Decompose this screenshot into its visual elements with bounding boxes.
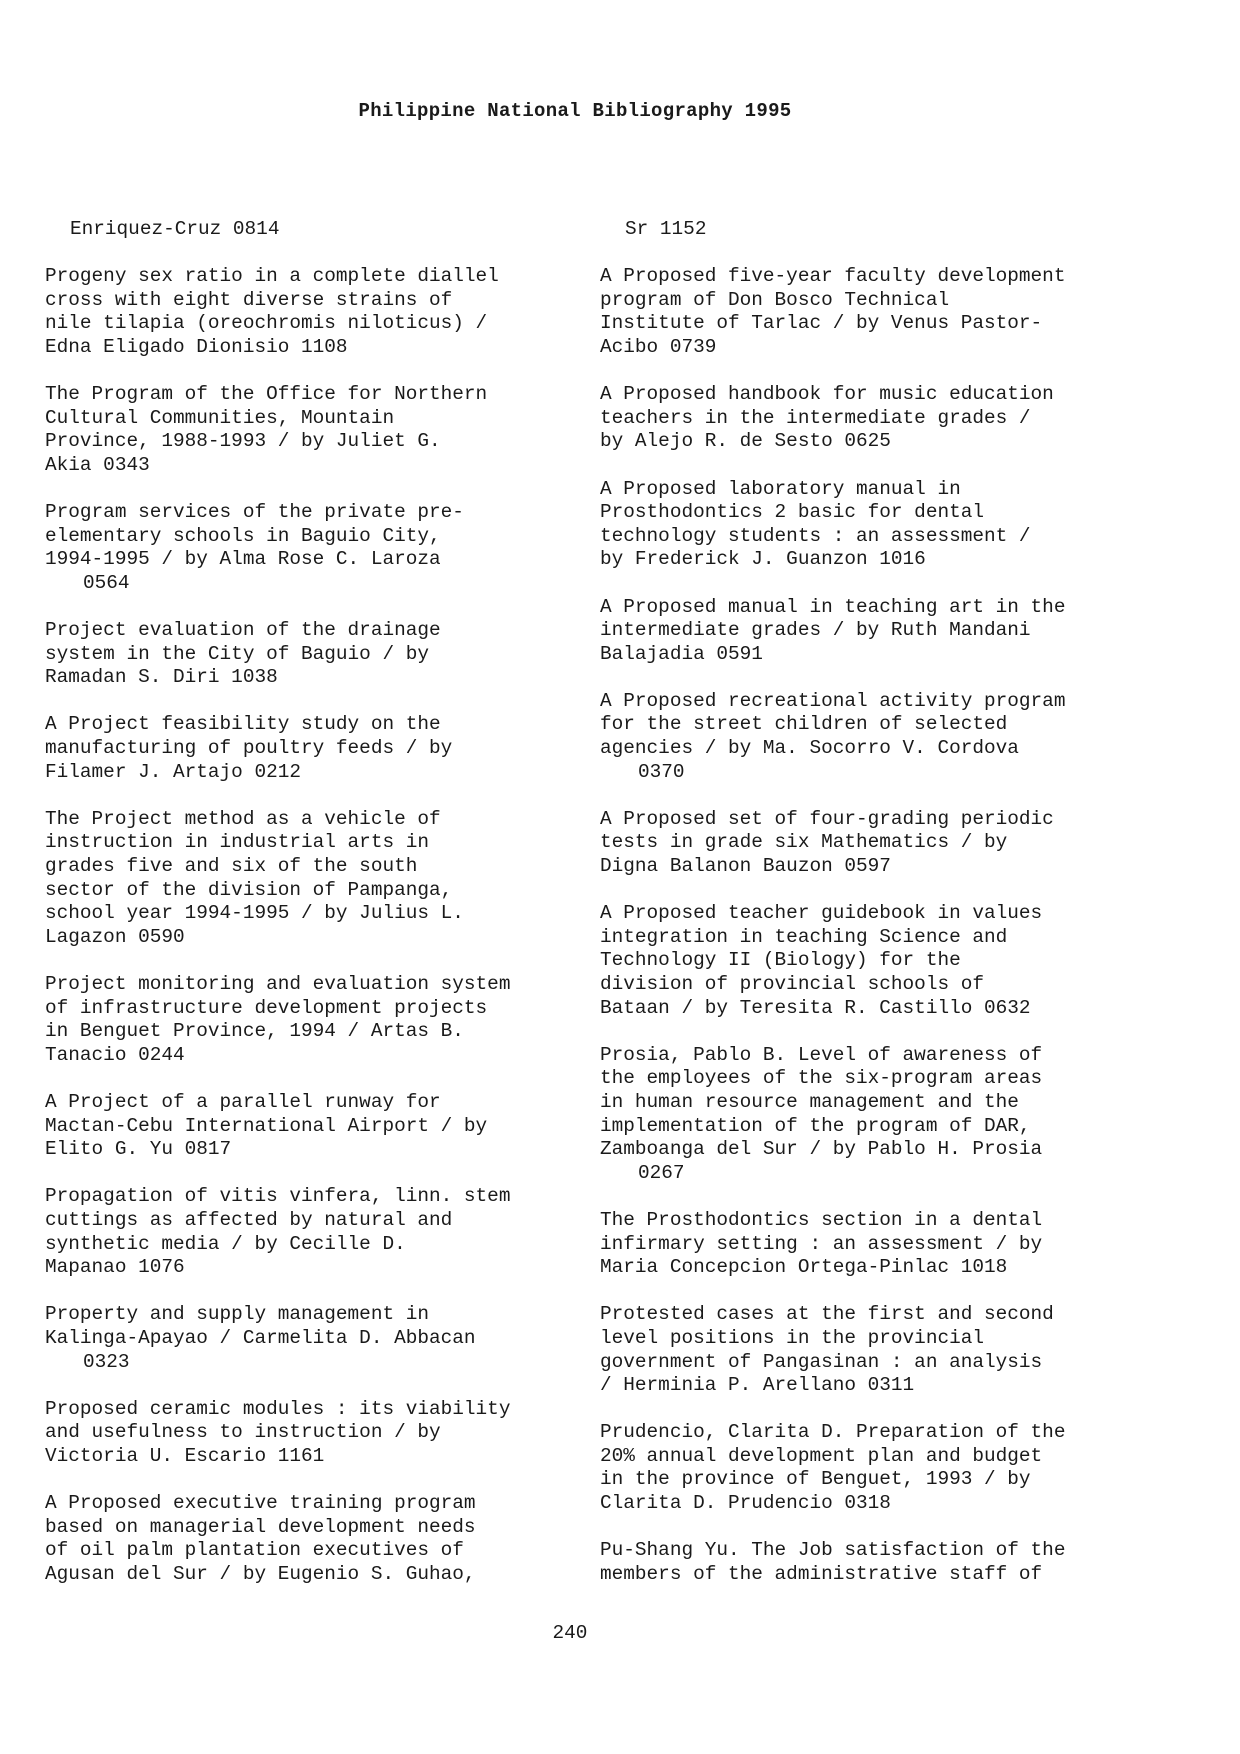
entry-line: Acibo 0739 — [600, 335, 717, 358]
bibliography-entry — [600, 1421, 1160, 1515]
entry-line: Balajadia 0591 — [600, 642, 763, 665]
entry-line: sector of the division of Pampanga, — [45, 878, 453, 901]
entry-line: Filamer J. Artajo 0212 — [45, 760, 301, 783]
entry-line: technology students : an assessment / — [600, 524, 1031, 547]
bibliography-entry-continuation — [600, 218, 1160, 242]
entry-line: Tanacio 0244 — [45, 1043, 185, 1066]
entry-title-line: A Proposed manual in teaching art in the — [600, 595, 1066, 618]
entry-title-line: Pu-Shang Yu. The Job satisfaction of the — [600, 1539, 1066, 1562]
entry-line: Mactan-Cebu International Airport / by — [45, 1114, 488, 1137]
entry-line: Ramadan S. Diri 1038 — [45, 666, 278, 689]
entry-line: Edna Eligado Dionisio 1108 — [45, 335, 348, 358]
bibliography-entry — [600, 596, 1160, 667]
entry-title-line: Enriquez-Cruz 0814 — [70, 218, 280, 240]
right-column — [600, 218, 1160, 1610]
entry-line: 0323 — [83, 1350, 130, 1373]
entry-line: teachers in the intermediate grades / — [600, 406, 1031, 429]
entry-title-line: A Project feasibility study on the — [45, 713, 441, 736]
entry-title-line: The Program of the Office for Northern — [45, 383, 488, 406]
entry-line: elementary schools in Baguio City, — [45, 524, 441, 547]
entry-line: and usefulness to instruction / by — [45, 1421, 441, 1444]
entry-line: cross with eight diverse strains of — [45, 288, 453, 311]
bibliography-entry — [45, 808, 605, 950]
entry-line: Bataan / by Teresita R. Castillo 0632 — [600, 996, 1031, 1019]
entry-title-line: A Proposed laboratory manual in — [600, 477, 961, 500]
bibliography-entry — [600, 1539, 1160, 1586]
entry-line: in human resource management and the — [600, 1090, 1019, 1113]
entry-line: 0564 — [83, 571, 130, 594]
entry-line: Digna Balanon Bauzon 0597 — [600, 855, 891, 878]
entry-title-line: Sr 1152 — [625, 218, 707, 240]
entry-line: Victoria U. Escario 1161 — [45, 1444, 325, 1467]
entry-line: by Alejo R. de Sesto 0625 — [600, 430, 891, 453]
entry-title-line: The Project method as a vehicle of — [45, 807, 441, 830]
bibliography-entry — [45, 1185, 605, 1279]
entry-line: Kalinga-Apayao / Carmelita D. Abbacan — [45, 1326, 476, 1349]
bibliography-entry — [45, 501, 605, 595]
entry-line: integration in teaching Science and — [600, 925, 1008, 948]
entry-line: 20% annual development plan and budget — [600, 1444, 1043, 1467]
bibliography-entry — [45, 265, 605, 359]
entry-line: Mapanao 1076 — [45, 1256, 185, 1279]
entry-line: instruction in industrial arts in — [45, 831, 429, 854]
entry-line: school year 1994-1995 / by Julius L. — [45, 902, 464, 925]
entry-line: division of provincial schools of — [600, 973, 984, 995]
entry-line: program of Don Bosco Technical — [600, 288, 950, 311]
bibliography-entry — [45, 619, 605, 690]
bibliography-entry — [45, 1303, 605, 1374]
entry-line: manufacturing of poultry feeds / by — [45, 737, 453, 760]
entry-line: Lagazon 0590 — [45, 925, 185, 948]
bibliography-entry — [600, 690, 1160, 784]
entry-title-line: A Proposed handbook for music education — [600, 383, 1054, 406]
entry-line: by Frederick J. Guanzon 1016 — [600, 548, 926, 571]
entry-title-line: Project monitoring and evaluation system — [45, 973, 511, 995]
entry-line: of oil palm plantation executives of — [45, 1539, 464, 1562]
bibliography-entry — [600, 383, 1160, 454]
bibliography-entry-continuation — [45, 218, 605, 242]
entry-line: Cultural Communities, Mountain — [45, 406, 395, 429]
entry-title-line: Propagation of vitis vinfera, linn. stem — [45, 1185, 511, 1208]
entry-line: in the province of Benguet, 1993 / by — [600, 1468, 1031, 1491]
entry-title-line: A Proposed teacher guidebook in values — [600, 902, 1043, 925]
entry-title-line: A Proposed recreational activity program — [600, 689, 1066, 712]
entry-title-line: Protested cases at the first and second — [600, 1303, 1054, 1326]
entry-line: Zamboanga del Sur / by Pablo H. Prosia — [600, 1138, 1043, 1161]
page-title: Philippine National Bibliography 1995 — [358, 100, 792, 122]
bibliography-entry — [600, 1044, 1160, 1186]
entry-title-line: Prosia, Pablo B. Level of awareness of — [600, 1043, 1043, 1066]
entry-line: government of Pangasinan : an analysis — [600, 1350, 1043, 1373]
bibliography-entry — [600, 1209, 1160, 1280]
entry-line: the employees of the six-program areas — [600, 1067, 1043, 1090]
entry-title-line: Prudencio, Clarita D. Preparation of the — [600, 1421, 1066, 1444]
entry-line: Province, 1988-1993 / by Juliet G. — [45, 430, 441, 453]
entry-line: for the street children of selected — [600, 713, 1008, 736]
bibliography-entry — [45, 973, 605, 1067]
entry-line: 1994-1995 / by Alma Rose C. Laroza — [45, 548, 441, 571]
entry-line: of infrastructure development projects — [45, 996, 488, 1019]
bibliography-entry — [45, 1492, 605, 1586]
entry-line: Institute of Tarlac / by Venus Pastor- — [600, 312, 1043, 335]
entry-title-line: Project evaluation of the drainage — [45, 619, 441, 642]
bibliography-entry — [45, 713, 605, 784]
entry-line: infirmary setting : an assessment / by — [600, 1232, 1043, 1255]
entry-line: level positions in the provincial — [600, 1326, 984, 1349]
entry-line: implementation of the program of DAR, — [600, 1114, 1031, 1137]
page-number: 240 — [552, 1622, 588, 1644]
entry-line: Clarita D. Prudencio 0318 — [600, 1492, 891, 1515]
entry-line: Agusan del Sur / by Eugenio S. Guhao, — [45, 1562, 476, 1585]
entry-line: members of the administrative staff of — [600, 1562, 1043, 1585]
entry-title-line: Progeny sex ratio in a complete diallel — [45, 265, 499, 288]
entry-title-line: Proposed ceramic modules : its viability — [45, 1397, 511, 1420]
bibliography-entry — [600, 1303, 1160, 1397]
entry-line: intermediate grades / by Ruth Mandani — [600, 619, 1031, 642]
entry-line: Elito G. Yu 0817 — [45, 1138, 232, 1161]
entry-line: agencies / by Ma. Socorro V. Cordova — [600, 737, 1019, 760]
entry-line: system in the City of Baguio / by — [45, 642, 429, 665]
entry-line: based on managerial development needs — [45, 1515, 476, 1538]
left-column — [45, 218, 605, 1610]
entry-line: 0370 — [638, 760, 685, 783]
bibliography-entry — [600, 808, 1160, 879]
bibliography-entry — [45, 1091, 605, 1162]
entry-line: / Herminia P. Arellano 0311 — [600, 1374, 915, 1397]
entry-title-line: Property and supply management in — [45, 1303, 429, 1326]
bibliography-entry — [45, 383, 605, 477]
entry-title-line: A Proposed set of four-grading periodic — [600, 807, 1054, 830]
entry-line: grades five and six of the south — [45, 855, 418, 878]
entry-title-line: A Proposed executive training program — [45, 1492, 476, 1515]
entry-title-line: A Project of a parallel runway for — [45, 1090, 441, 1113]
entry-line: in Benguet Province, 1994 / Artas B. — [45, 1020, 464, 1043]
entry-title-line: A Proposed five-year faculty development — [600, 265, 1066, 288]
entry-line: Technology II (Biology) for the — [600, 949, 961, 972]
entry-line: tests in grade six Mathematics / by — [600, 831, 1008, 854]
entry-title-line: The Prosthodontics section in a dental — [600, 1208, 1043, 1231]
bibliography-entry — [600, 265, 1160, 359]
entry-line: Maria Concepcion Ortega-Pinlac 1018 — [600, 1256, 1008, 1279]
entry-line: cuttings as affected by natural and — [45, 1208, 453, 1231]
entry-line: 0267 — [638, 1161, 685, 1184]
bibliography-entry — [45, 1398, 605, 1469]
entry-line: Akia 0343 — [45, 453, 150, 476]
entry-line: nile tilapia (oreochromis niloticus) / — [45, 312, 488, 335]
entry-line: synthetic media / by Cecille D. — [45, 1232, 406, 1255]
entry-title-line: Program services of the private pre- — [45, 501, 464, 524]
bibliography-entry — [600, 902, 1160, 1020]
bibliography-entry — [600, 478, 1160, 572]
entry-line: Prosthodontics 2 basic for dental — [600, 501, 984, 524]
